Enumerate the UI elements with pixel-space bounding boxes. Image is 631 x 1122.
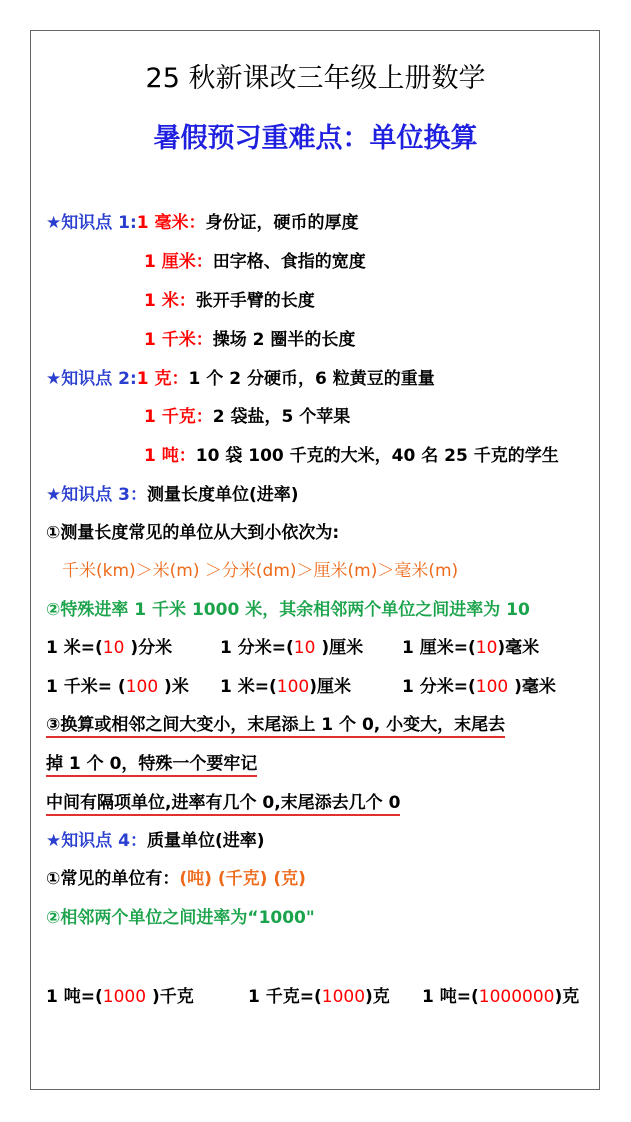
kp3-heading: 测量长度单位(进率): [147, 485, 299, 505]
kp2-desc-g: 1 个 2 分硬币，6 粒黄豆的重量: [188, 369, 435, 389]
kp1-unit-cm: 1 厘米：: [144, 252, 213, 272]
kp3-conv-row-1c: 1 厘米=(10)毫米: [402, 638, 540, 658]
kp3-p3b: 掉 1 个 0，特殊一个要牢记: [46, 749, 257, 774]
kp4-p2: ②相邻两个单位之间进率为“1000": [46, 908, 315, 928]
kp3-label: ★知识点 3：: [46, 485, 147, 505]
kp4-conv-b: 1 千克=(1000)克: [248, 987, 390, 1007]
kp3-p4: 中间有隔项单位,进率有几个 0,末尾添去几个 0: [46, 788, 400, 813]
kp2-line-3: [144, 441, 559, 466]
kp1-desc-cm: 田字格、食指的宽度: [212, 252, 366, 272]
kp2-unit-g: 1 克：: [136, 369, 189, 389]
kp3-conv-row-2c: 1 分米=(100 )毫米: [402, 677, 556, 697]
kp3-conv-row-1a: 1 米=(10 )分米: [46, 638, 173, 658]
kp3-p3a: ③换算或相邻之间大变小，末尾添上 1 个 0, 小变大，末尾去: [46, 710, 505, 735]
kp3-conv-row-2b: 1 米=(100)厘米: [220, 677, 351, 697]
kp3-p2: ②特殊进率 1 千米 1000 米，其余相邻两个单位之间进率为 10: [46, 600, 530, 620]
kp1-unit-m: 1 米：: [144, 291, 196, 311]
kp2-unit-t: 1 吨：: [144, 446, 196, 466]
kp4-heading: 质量单位(进率): [147, 831, 265, 851]
kp3-p1: ①测量长度常见的单位从大到小依次为:: [46, 523, 340, 543]
kp2-unit-kg: 1 千克：: [144, 407, 213, 427]
kp3-line-heading: [46, 480, 299, 505]
kp2-line-2: [144, 402, 350, 427]
page-title: 25 秋新课改三年级上册数学: [145, 63, 486, 94]
kp4-units: (吨) (千克) (克): [179, 869, 306, 889]
kp1-label: ★知识点 1:: [46, 213, 137, 233]
kp1-line-4: [144, 325, 355, 350]
page-subtitle: 暑假预习重难点：单位换算: [153, 123, 478, 154]
kp1-line-3: [144, 286, 315, 311]
kp4-line-heading: [46, 826, 265, 851]
kp2-desc-t: 10 袋 100 千克的大米，40 名 25 千克的学生: [195, 446, 559, 466]
kp4-p1: ①常见的单位有：(吨) (千克) (克): [46, 869, 306, 889]
kp2-label: ★知识点 2:: [46, 369, 137, 389]
kp2-line-1: [46, 364, 435, 389]
kp1-desc-m: 张开手臂的长度: [195, 291, 315, 311]
kp1-desc-mm: 身份证，硬币的厚度: [205, 213, 359, 233]
kp1-unit-km: 1 千米：: [144, 330, 213, 350]
kp3-conv-row-2a: 1 千米= (100 )米: [46, 677, 189, 697]
kp1-line-2: [144, 247, 366, 272]
kp3-conv-row-1b: 1 分米=(10 )厘米: [220, 638, 364, 658]
kp1-desc-km: 操场 2 圈半的长度: [212, 330, 356, 350]
kp3-unit-order: 千米(km)＞米(m) ＞分米(dm)＞厘米(m)＞毫米(m): [62, 561, 459, 581]
kp2-desc-kg: 2 袋盐，5 个苹果: [212, 407, 351, 427]
kp4-conv-c: 1 吨=(1000000)克: [422, 987, 580, 1007]
kp4-conv-a: 1 吨=(1000 )千克: [46, 987, 194, 1007]
kp1-line-1: [46, 208, 359, 233]
kp1-unit-mm: 1 毫米：: [136, 213, 206, 233]
kp4-label: ★知识点 4：: [46, 831, 147, 851]
